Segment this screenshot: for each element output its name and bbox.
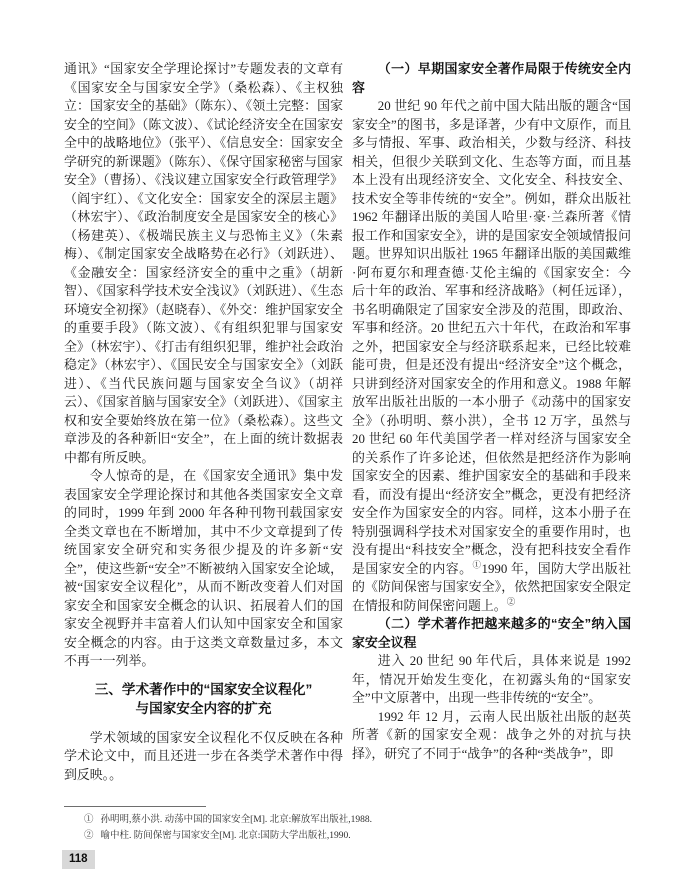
footnote-item [84, 813, 584, 829]
left-column [64, 60, 343, 784]
footnote-separator [64, 806, 206, 807]
paragraph: 1992 年 12 月，云南人民出版社出版的赵英所著《新的国家安全观：战争之外的对抗与抉择》，研究了不同于“战争”的各种“类战争”，即 [352, 709, 631, 761]
paragraph-text: 1990 年，国防大学出版社的《防间保密与国家安全》，依然把国家安全限定在情报和防间保密问题上。 [352, 561, 631, 613]
paragraph-continuation: 通讯》“国家安全学理论探讨”专题发表的文章有《国家安全与国家安全学》（桑松森）、《主权独立：国家安全的基础》（陈东）、《领土完整：国家安全的空间》（陈文波）、《试论经济安全在国家安全中的战略地位》（张平）、《信息安全：国家安全学研究的新课题》（陈东）、《保守国家秘密与国家安全》（曹扬）、《浅议建立国家安全行政管理学》（阎宇红）、《文化安全：国家安全的深层主题》（林宏宇）、《政治制度安全是国家安全的核心》（杨建英）、《极端民族主义与恐怖主义》（朱素梅）、《制定国家安全战略势在必行》（刘跃进）、《金融安全：国家经济安全的重中之重》（胡新智）、《国家科学技术安全浅议》（刘跃进）、《生态环境安全初探》（赵晓春）、《外交：维护国家安全的重要手段》（陈文波）、《有组织犯罪与国家安全》（林宏宇）、《打击有组织犯罪，维护社会政治稳定》（林宏宇）、《国民安全与国家安全》（刘跃进）、《当代民族问题与国家安全刍议》（胡祥云）、《国家首脑与国家安全》（刘跃进）、《国家主权和安全要始终放在第一位》（桑松森）。这些文章涉及的各种新旧“安全”，在上面的统计数据表中都有所反映。 [64, 62, 343, 465]
paragraph: 令人惊奇的是，在《国家安全通讯》集中发表国家安全学理论探讨和其他各类国家安全文章的同时，1999 年到 2000 年各种刊物刊载国家安全类文章也在不断增加，其中不少文章提到了传统国家安全研究和实务很少提及的许多新“安全”，使这些新“安全”不断被纳入国家安全论域，被“国家安全议程化”，从而不断改变着人们对国家安全和国家安全概念的认识、拓展着人们的国家安全视野并丰富着人们认知中国家安全和国家安全概念的内容。由于这类文章数量过多，本文不再一一列举。 [64, 469, 343, 668]
footnote-item [84, 829, 584, 845]
subsection-heading-1: （一）早期国家安全著作局限于传统安全内容 [352, 61, 631, 95]
paragraph-text: 20 世纪 90 年代之前中国大陆出版的题含“国家安全”的图书，多是译著，少有中文原作，而且多与情报、军事、政治相关，少数与经济、科技相关，但很少关联到文化、生态等方面，而且基本上没有出现经济安全、文化安全、科技安全、技术安全等非传统的“安全”。例如，群众出版社 1962 年翻译出版的美国人哈里·豪·兰森所著《情报工作和国家安全》，讲的是国家安全领域情报问题。世界知识出版社 1965 年翻译出版的美国戴维·阿布夏尔和理查德·艾伦主编的《国家安全：今后十年的政治、军事和经济战略》（柯任远译），书名明确限定了国家安全涉及的范围，即政治、军事和经济。20 世纪五六十年代，在政治和军事之外，把国家安全与经济联系起来，已经比较难能可贵，但是还没有提出“经济安全”这个概念，只讲到经济对国家安全的作用和意义。1988 年解放军出版社出版的一本小册子《动荡中的国家安全》（孙明明、蔡小洪），全书 12 万字，虽然与 20 世纪 60 年代美国学者一样对经济与国家安全的关系作了许多论述，但依然是把经济作为影响国家安全的因素、维护国家安全的基础和手段来看，而没有提出“经济安全”概念，更没有把经济安全作为国家安全的内容。同样，这本小册子在特别强调科学技术对国家安全的重要作用时，也没有提出“科技安全”概念，没有把科技安全看作是国家安全的内容。 [352, 99, 631, 576]
section-heading [64, 680, 343, 719]
footnote-marker: ① [84, 815, 94, 825]
section-heading-line-1: 三、学术著作中的“国家安全议程化” [94, 681, 313, 697]
page-number: 118 [62, 850, 95, 869]
footnote-ref-2: ② [506, 596, 516, 607]
paragraph: 进入 20 世纪 90 年代后，具体来说是 1992 年，情况开始发生变化，在初露头角的“国家安全”中文原著中，出现一些非传统的“安全”。 [352, 654, 631, 705]
paragraph: 学术领域的国家安全议程化不仅反映在各种学术论文中，而且还进一步在各类学术著作中得到反映。。 [64, 730, 343, 782]
footnote-ref-1: ① [472, 559, 482, 570]
right-column [352, 60, 631, 784]
page-body [64, 60, 631, 784]
footnotes [84, 813, 584, 844]
footnote-marker: ② [84, 830, 94, 841]
footnote-text: 孙明明,蔡小洪. 动荡中国的国家安全[M]. 北京:解放军出版社,1988. [100, 815, 373, 825]
section-heading-line-2: 与国家安全内容的扩充 [135, 701, 272, 716]
footnote-text: 喻中柱. 防间保密与国家安全[M]. 北京:国防大学出版社,1990. [100, 830, 351, 841]
paragraph [352, 97, 631, 615]
subsection-heading-2: （二）学术著作把越来越多的“安全”纳入国家安全议程 [352, 616, 631, 650]
